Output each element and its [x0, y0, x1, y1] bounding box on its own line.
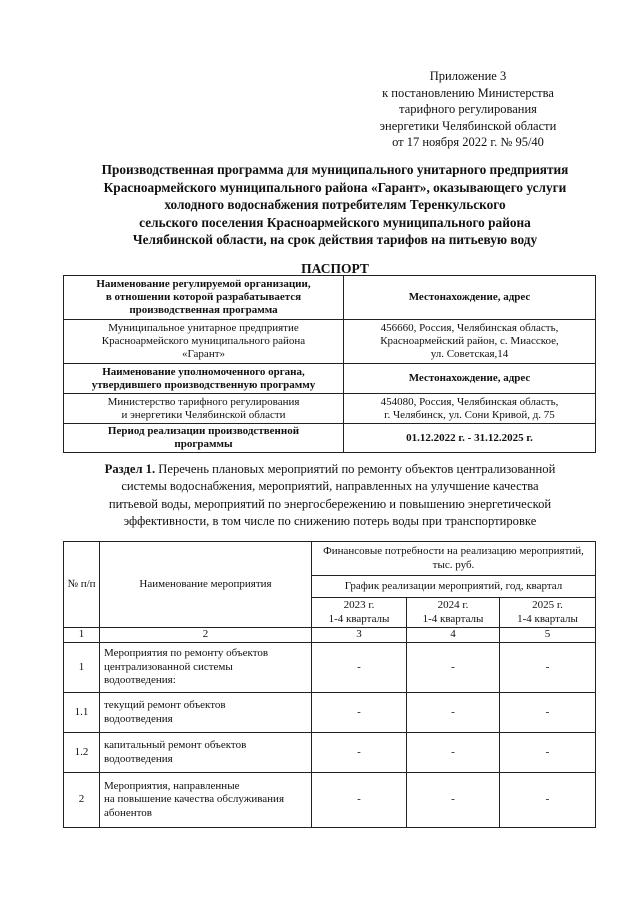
row-value: - — [312, 693, 407, 733]
row-number: 2 — [64, 773, 100, 828]
passport-cell-right: Местонахождение, адрес — [344, 276, 596, 320]
section-label: Раздел 1. — [104, 462, 156, 476]
table-row — [64, 773, 596, 828]
title-line: Красноармейского муниципального района «Гарант», оказывающего услуги — [103, 179, 567, 195]
row-value: - — [407, 693, 500, 733]
column-number: 4 — [407, 628, 500, 643]
appendix-block — [340, 68, 596, 151]
passport-row — [64, 364, 596, 394]
row-value: - — [407, 643, 500, 693]
row-value: - — [500, 773, 596, 828]
column-number: 1 — [64, 628, 100, 643]
row-name: Мероприятия по ремонту объектов централизованной системы водоотведения: — [100, 643, 312, 693]
row-value: - — [407, 733, 500, 773]
column-number: 2 — [100, 628, 312, 643]
passport-row — [64, 276, 596, 320]
row-value: - — [500, 643, 596, 693]
row-value: - — [500, 733, 596, 773]
year-header: 2024 г. 1-4 кварталы — [407, 598, 500, 628]
measures-header-row — [64, 542, 596, 576]
section-heading — [70, 461, 590, 531]
row-value: - — [312, 643, 407, 693]
row-name: текущий ремонт объектов водоотведения — [100, 693, 312, 733]
column-number: 5 — [500, 628, 596, 643]
title-line: холодного водоснабжения потребителям Теренкульского — [164, 197, 506, 213]
table-row — [64, 643, 596, 693]
title-line: Челябинской области, на срок действия тарифов на питьевую воду — [132, 232, 538, 248]
title-line: Производственная программа для муниципального унитарного предприятия — [101, 162, 569, 177]
passport-cell-right: 454080, Россия, Челябинская область, г. Челябинск, ул. Сони Кривой, д. 75 — [344, 394, 596, 424]
column-number: 3 — [312, 628, 407, 643]
row-name: капитальный ремонт объектов водоотведения — [100, 733, 312, 773]
passport-cell-right: 456660, Россия, Челябинская область, Красноармейский район, с. Миасское, ул. Советская,14 — [344, 320, 596, 364]
row-number: 1 — [64, 643, 100, 693]
passport-table — [63, 275, 596, 453]
row-value: - — [500, 693, 596, 733]
appendix-line: энергетики Челябинской области — [379, 118, 557, 133]
passport-cell-left: Наименование регулируемой организации, в отношении которой разрабатывается производственная программа — [64, 276, 344, 320]
passport-cell-right: 01.12.2022 г. - 31.12.2025 г. — [344, 424, 596, 453]
section-line: питьевой воды, мероприятий по энергосбережению и повышению энергетической — [108, 496, 552, 511]
passport-cell-left: Министерство тарифного регулирования и энергетики Челябинской области — [64, 394, 344, 424]
row-number: 1.1 — [64, 693, 100, 733]
measures-table — [63, 541, 596, 828]
passport-row — [64, 320, 596, 364]
appendix-line: Приложение 3 — [429, 69, 507, 83]
section-line: эффективности, в том числе по снижению потерь воды при транспортировке — [123, 514, 537, 529]
column-numbers-row — [64, 628, 596, 643]
row-name: Мероприятия, направленные на повышение качества обслуживания абонентов — [100, 773, 312, 828]
col-name-header: Наименование мероприятия — [100, 542, 312, 628]
title-line: сельского поселения Красноармейского муниципального района — [139, 214, 531, 230]
table-row — [64, 733, 596, 773]
col-number-header: № п/п — [64, 542, 100, 628]
document-title — [70, 161, 600, 249]
section-line: системы водоснабжения, мероприятий, направленных на улучшение качества — [121, 479, 539, 494]
passport-row — [64, 424, 596, 453]
passport-heading: ПАСПОРТ — [301, 261, 369, 276]
col-schedule-header: График реализации мероприятий, год, квартал — [312, 576, 596, 598]
row-number: 1.2 — [64, 733, 100, 773]
col-finance-header: Финансовые потребности на реализацию мероприятий, тыс. руб. — [312, 542, 596, 576]
passport-row — [64, 394, 596, 424]
row-value: - — [312, 733, 407, 773]
passport-cell-right: Местонахождение, адрес — [344, 364, 596, 394]
year-header: 2023 г. 1-4 кварталы — [312, 598, 407, 628]
passport-cell-left: Наименование уполномоченного органа, утвердившего производственную программу — [64, 364, 344, 394]
appendix-line: от 17 ноября 2022 г. № 95/40 — [392, 135, 544, 149]
table-row — [64, 693, 596, 733]
row-value: - — [407, 773, 500, 828]
section-line: Раздел 1. Перечень плановых мероприятий по ремонту объектов централизованной — [104, 462, 556, 476]
passport-cell-left: Муниципальное унитарное предприятие Красноармейского муниципального района «Гарант» — [64, 320, 344, 364]
passport-cell-left: Период реализации производственной программы — [64, 424, 344, 453]
year-header: 2025 г. 1-4 кварталы — [500, 598, 596, 628]
appendix-line: к постановлению Министерства — [382, 85, 554, 100]
row-value: - — [312, 773, 407, 828]
appendix-line: тарифного регулирования — [399, 102, 537, 116]
